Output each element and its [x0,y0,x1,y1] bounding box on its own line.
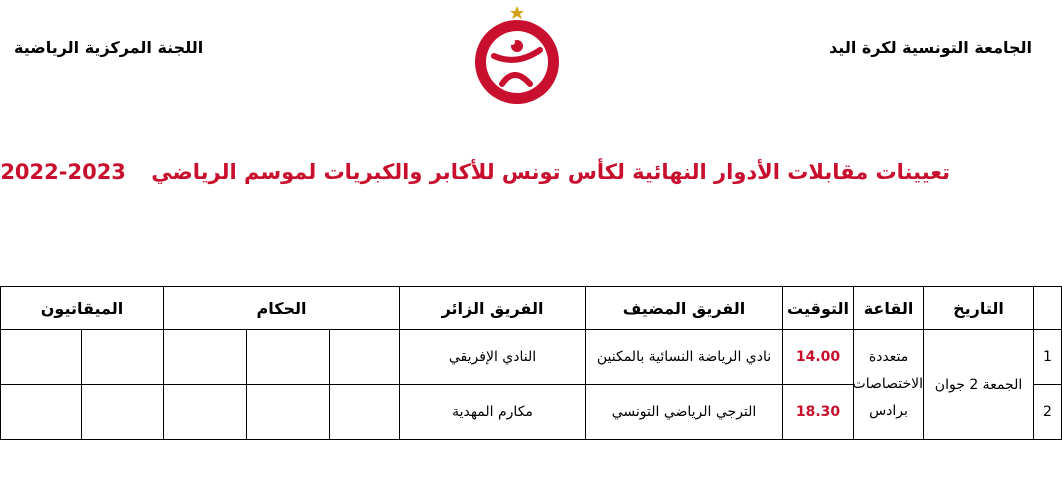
referee-cell [330,385,400,440]
home-team: الترجي الرياضي التونسي [586,385,783,440]
away-team: مكارم المهدية [400,385,586,440]
federation-logo [472,6,562,106]
match-time: 14.00 [783,330,854,385]
referee-cell [247,385,330,440]
referee-cell [247,330,330,385]
home-team: نادي الرياضة النسائية بالمكنين [586,330,783,385]
referee-cell [330,330,400,385]
title-text: تعيينات مقابلات الأدوار النهائية لكأس تونس للأكابر والكبريات لموسم الرياضي [151,160,950,184]
row-number: 2 [1034,385,1062,440]
row-number: 1 [1034,330,1062,385]
header-away-team: الفريق الزائر [400,287,586,330]
header-num [1034,287,1062,330]
timekeeper-cell [1,330,82,385]
table-row [1,330,1062,385]
committee-name: اللجنة المركزية الرياضية [14,38,204,57]
match-venue [854,330,924,440]
away-team: النادي الإفريقي [400,330,586,385]
header-date: التاريخ [924,287,1034,330]
header-time: التوقيت [783,287,854,330]
header-venue: القاعة [854,287,924,330]
venue-line: متعددة [868,349,909,365]
match-time: 18.30 [783,385,854,440]
header-timekeepers: الميقاتيون [1,287,164,330]
match-schedule-table [0,286,1062,440]
referee-cell [164,385,247,440]
federation-name: الجامعة التونسية لكرة اليد [829,38,1032,57]
timekeeper-cell [1,385,82,440]
header-referees: الحكام [164,287,400,330]
referee-cell [164,330,247,385]
page-title [0,160,950,184]
venue-line: برادس [869,403,908,419]
match-date: الجمعة 2 جوان [924,330,1034,440]
table-header-row [1,287,1062,330]
season-label: 2022-2023 [0,160,126,184]
timekeeper-cell [82,385,164,440]
venue-line: الاختصاصات [852,376,924,392]
timekeeper-cell [82,330,164,385]
header-home-team: الفريق المضيف [586,287,783,330]
